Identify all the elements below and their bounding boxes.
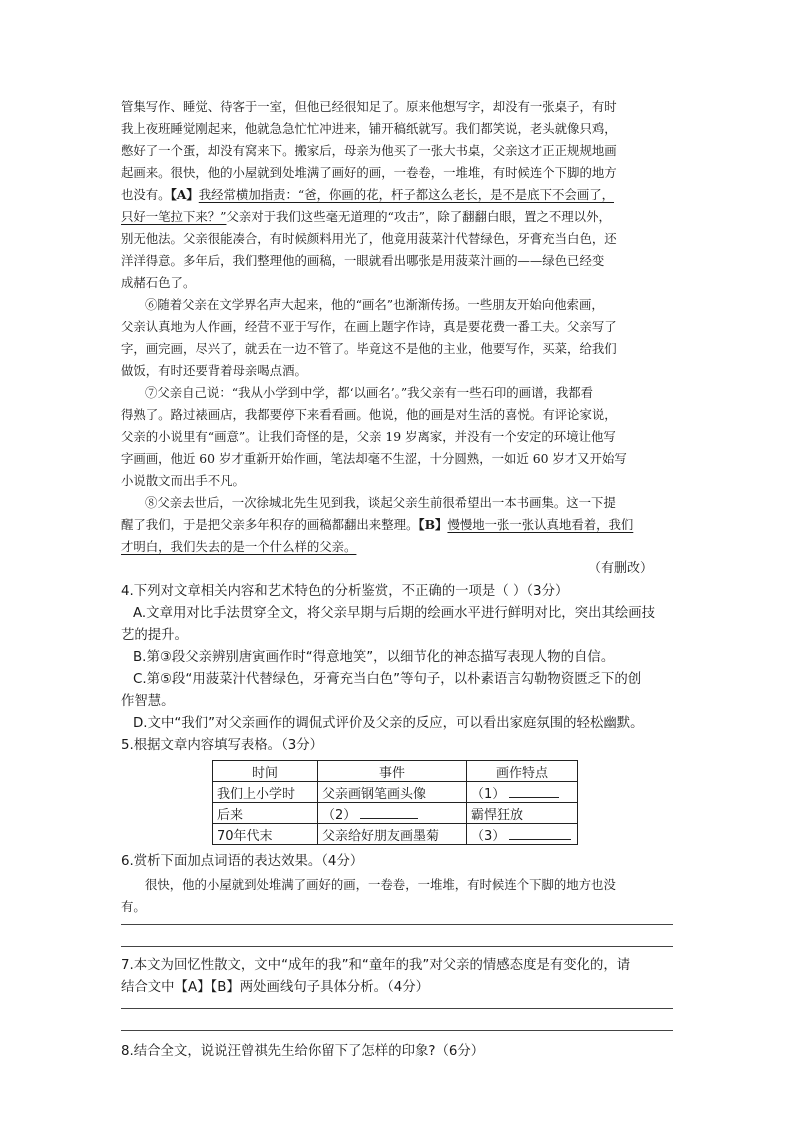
paragraph-7-line: 小说散文而出手不凡。 — [121, 473, 245, 488]
table-cell: 父亲画钢笔画头像 — [318, 782, 467, 803]
table-cell: 我们上小学时 — [213, 782, 318, 803]
table-header-row — [213, 761, 578, 782]
answer-blank[interactable] — [360, 806, 418, 819]
article-line: 管集写作、睡觉、待客于一室，但他已经很知足了。原来他想写字，却没有一张桌子，有时 — [121, 99, 617, 114]
answer-line[interactable] — [121, 946, 673, 947]
answer-blank[interactable] — [509, 785, 559, 798]
blank-label: （3） — [471, 828, 506, 844]
column-header: 时间 — [213, 761, 318, 782]
question-7-line: 7.本文为回忆性散文，文中“成年的我”和“童年的我”对父亲的情感态度是有变化的，请 — [121, 958, 631, 973]
table-cell-blank[interactable] — [467, 782, 578, 803]
paragraph-7-line: 字画画，他近 60 岁才重新开始作画，笔法却毫不生涩，十分圆熟，一如近 60 岁才又开始写 — [121, 451, 627, 466]
answer-line[interactable] — [121, 924, 673, 925]
answer-blank[interactable] — [509, 827, 571, 840]
question-5-stem: 5.根据文章内容填写表格。（3分） — [121, 738, 324, 753]
text: 父亲对于我们这些毫无道理的“攻击”，除了翻翻白眼，置之不理以外， — [226, 209, 611, 224]
option-a-cont: 艺的提升。 — [121, 628, 188, 643]
article-line: 我上夜班睡觉刚起来，他就急急忙忙冲进来，铺开稿纸就写。我们都笑说，老头就像只鸡， — [121, 121, 617, 136]
option-d: D.文中“我们”对父亲画作的调侃式评价及父亲的反应，可以看出家庭氛围的轻松幽默。 — [133, 716, 644, 731]
article-line: 憋好了一个蛋，却没有窝来下。搬家后，母亲为他买了一张大书桌，父亲这才正正规规地画 — [121, 143, 617, 158]
paragraph-8-line-b — [121, 516, 633, 534]
paragraph-7-line: 父亲的小说里有“画意”。让我们奇怪的是，父亲 19 岁离家，并没有一个安定的环境让他写 — [121, 429, 616, 444]
paragraph-6-line: 做饭，有时还要背着母亲喝点酒。 — [121, 363, 307, 378]
fill-in-table — [212, 760, 578, 845]
column-header: 画作特点 — [467, 761, 578, 782]
article-line-a2 — [121, 208, 611, 226]
article-line-a — [121, 186, 614, 204]
underlined-sentence-a-end: 只好一笔拉下来？” — [121, 209, 227, 224]
paragraph-7-line: 得熟了。路过裱画店，我都要停下来看看画。他说，他的画是对生活的喜悦。有评论家说， — [121, 407, 617, 422]
table-cell: 70年代末 — [213, 824, 318, 845]
answer-line[interactable] — [121, 1008, 673, 1009]
article-line: 成赭石色了。 — [121, 275, 196, 290]
table-cell: 霸悍狂放 — [467, 803, 578, 824]
underlined-sentence-b: 慢慢地一张一张认真地看着，我们 — [447, 517, 634, 532]
answer-line[interactable] — [121, 1030, 673, 1031]
article-line: 洋洋得意。多年后，我们整理他的画稿，一眼就看出哪张是用菠菜汁画的——绿色已经变 — [121, 253, 605, 268]
quoted-sentence: 很快，他的小屋就到处堆满了画好的画，一卷卷，一堆堆，有时候连个下脚的地方也没 — [145, 877, 616, 892]
question-7-line: 结合文中【A】【B】两处画线句子具体分析。（4分） — [121, 980, 430, 995]
blank-label: （1） — [471, 786, 506, 802]
paragraph-6-line: 父亲认真地为人作画，经营不亚于写作，在画上题字作诗，真是要花费一番工夫。父亲写了 — [121, 319, 617, 334]
question-8-stem: 8.结合全文，说说汪曾祺先生给你留下了怎样的印象?（6分） — [121, 1044, 485, 1059]
paragraph-7-line: ⑦父亲自己说：“我从小学到中学，都‘以画名’。”我父亲有一些石印的画谱，我都看 — [145, 385, 594, 400]
table-row — [213, 782, 578, 803]
paragraph-6-line: 字，画完画，尽兴了，就丢在一边不管了。毕竟这不是他的主业，他要写作，买菜，给我们 — [121, 341, 617, 356]
underlined-sentence-a: 我经常横加指责：“爸，你画的花，杆子都这么老长，是不是底下不会画了， — [198, 187, 614, 202]
option-a: A.文章用对比手法贯穿全文，将父亲早期与后期的绘画水平进行鲜明对比，突出其绘画技 — [133, 606, 656, 621]
paragraph-6-line: ⑥随着父亲在文学界名声大起来，他的“画名”也渐渐传扬。一些朋友开始向他索画， — [145, 297, 604, 312]
source-note: （有删改） — [588, 561, 654, 576]
marker-b: 【B】 — [418, 517, 448, 532]
underlined-sentence-b-end: 才明白，我们失去的是一个什么样的父亲。 — [121, 539, 357, 554]
option-c: C.第⑤段“用菠菜汁代替绿色，牙膏充当白色”等句子，以朴素语言勾勒物资匮乏下的创 — [133, 672, 642, 687]
question-4-stem: 4.下列对文章相关内容和艺术特色的分析鉴赏，不正确的一项是（ ）（3分） — [121, 584, 569, 599]
quoted-sentence-cont: 有。 — [121, 899, 146, 914]
article-line: 别无他法。父亲很能凑合，有时候颜料用光了，他竟用菠菜汁代替绿色，牙膏充当白色，还 — [121, 231, 617, 246]
paragraph-8-line-b2 — [121, 538, 356, 556]
question-6-stem: 6.赏析下面加点词语的表达效果。（4分） — [121, 854, 364, 869]
table-cell-blank[interactable] — [467, 824, 578, 845]
article-line: 起画来。很快，他的小屋就到处堆满了画好的画，一卷卷，一堆堆，有时候连个下脚的地方 — [121, 165, 617, 180]
table-row — [213, 824, 578, 845]
table-cell: 父亲给好朋友画墨菊 — [318, 824, 467, 845]
option-b: B.第③段父亲辨别唐寅画作时“得意地笑”，以细节化的神态描写表现人物的自信。 — [133, 650, 615, 665]
table-cell-blank[interactable] — [318, 803, 467, 824]
text: 也没有。 — [121, 187, 171, 202]
marker-a: 【A】 — [170, 187, 199, 202]
paragraph-8-line: ⑧父亲去世后，一次徐城北先生见到我，谈起父亲生前很希望出一本书画集。这一下提 — [145, 495, 616, 510]
table-row — [213, 803, 578, 824]
blank-label: （2） — [322, 807, 357, 823]
option-c-cont: 作智慧。 — [121, 694, 175, 709]
column-header: 事件 — [318, 761, 467, 782]
table-cell: 后来 — [213, 803, 318, 824]
text: 醒了我们，于是把父亲多年积存的画稿都翻出来整理。 — [121, 517, 419, 532]
